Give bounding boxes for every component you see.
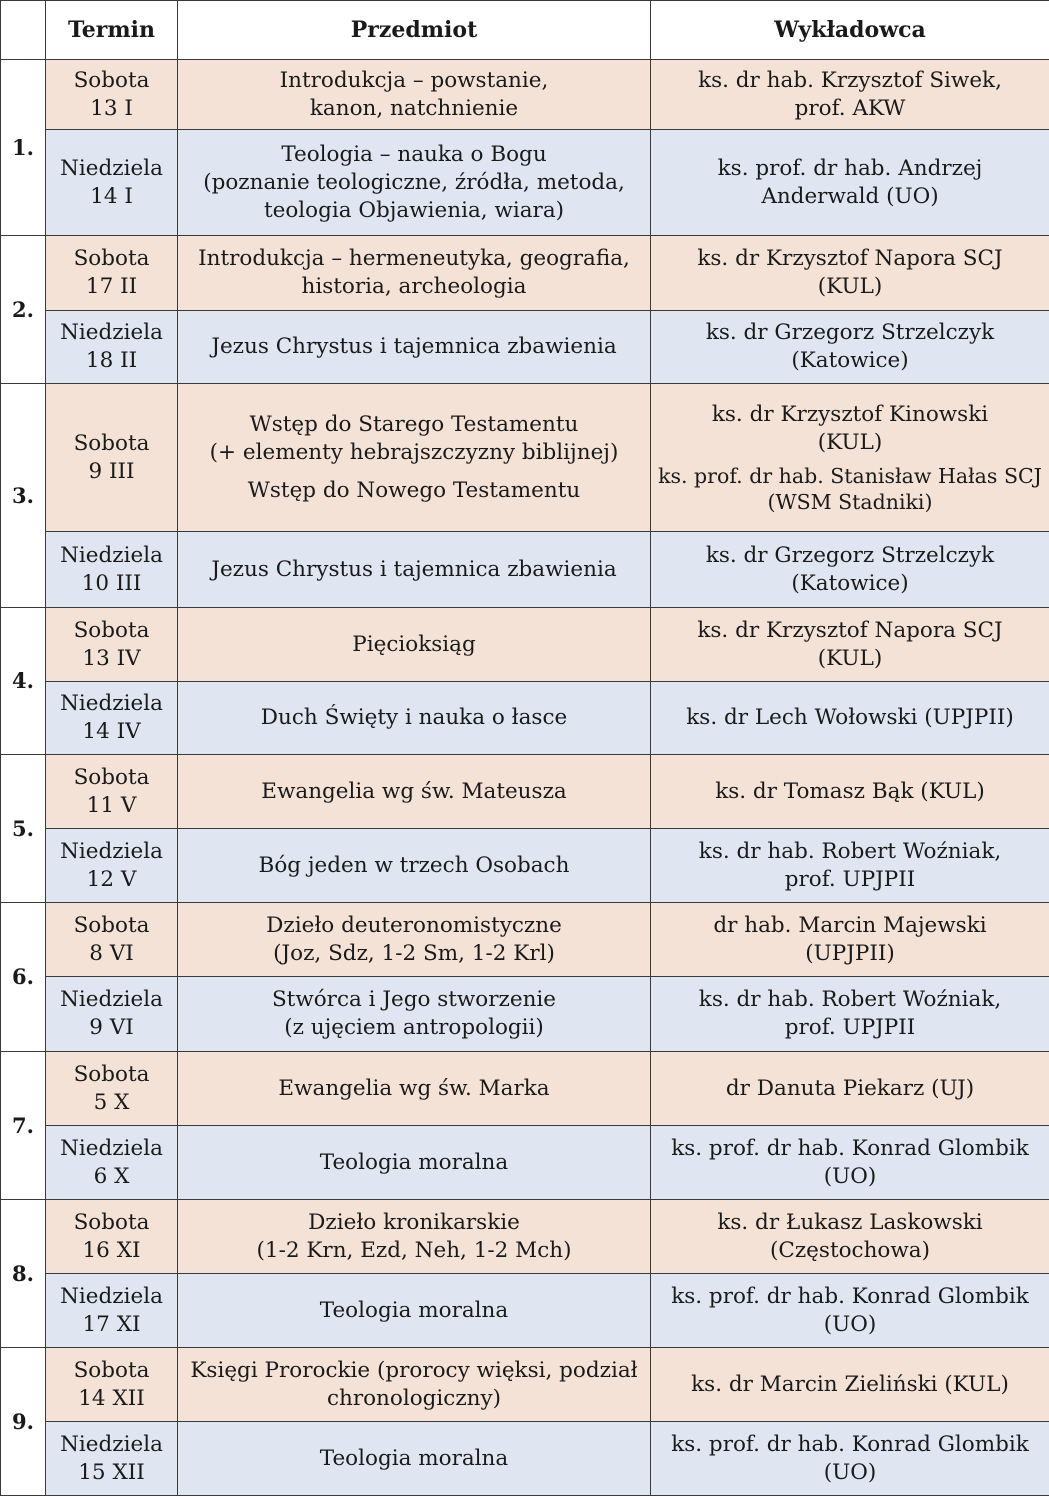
subject-cell <box>178 236 651 311</box>
cell-line: (WSM Stadniki) <box>767 489 933 514</box>
term-day: Sobota <box>73 1061 150 1087</box>
subject-cell <box>178 1274 651 1348</box>
header-termin: Termin <box>46 1 178 60</box>
header-blank <box>1 1 46 60</box>
term-cell <box>46 903 178 977</box>
lecturer-cell <box>651 236 1049 311</box>
term-day: Sobota <box>73 1209 150 1235</box>
lecturer-cell <box>651 1126 1049 1200</box>
week-number: 4. <box>1 608 46 755</box>
cell-line: Teologia – nauka o Bogu <box>281 141 547 167</box>
term-date: 5 X <box>93 1089 130 1115</box>
subject-cell <box>178 682 651 755</box>
cell-line: Teologia moralna <box>319 1445 509 1471</box>
cell-line: ks. prof. dr hab. Konrad Glombik <box>671 1135 1029 1161</box>
term-date: 14 I <box>90 183 133 209</box>
cell-line: ks. prof. dr hab. Andrzej <box>717 155 983 181</box>
term-cell <box>46 608 178 682</box>
lecturer-cell <box>651 532 1049 608</box>
subject-cell <box>178 1126 651 1200</box>
lecturer-cell <box>651 1200 1049 1274</box>
saturday-row <box>1 1348 1049 1422</box>
cell-line: dr Danuta Piekarz (UJ) <box>725 1075 975 1101</box>
term-day: Niedziela <box>60 155 163 181</box>
cell-line: Wstęp do Starego Testamentu <box>249 411 579 437</box>
header-wykladowca: Wykładowca <box>651 1 1049 60</box>
cell-line: Duch Święty i nauka o łasce <box>260 705 568 730</box>
lecturer-cell <box>651 903 1049 977</box>
cell-line: kanon, natchnienie <box>309 95 519 121</box>
header-row <box>1 1 1049 60</box>
cell-line: ks. dr Krzysztof Napora SCJ <box>697 246 1003 271</box>
week-number: 5. <box>1 755 46 903</box>
week-number: 2. <box>1 236 46 384</box>
schedule-body <box>1 60 1049 1496</box>
subject-cell <box>178 1422 651 1496</box>
lecturer-cell <box>651 1348 1049 1422</box>
lecturer-cell <box>651 1274 1049 1348</box>
week-number: 8. <box>1 1200 46 1348</box>
term-day: Niedziela <box>60 1135 163 1161</box>
cell-line: Ewangelia wg św. Marka <box>278 1075 550 1101</box>
subject-cell <box>178 130 651 236</box>
cell-line: (KUL) <box>817 645 883 671</box>
cell-line: ks. dr Marcin Zieliński (KUL) <box>691 1371 1009 1397</box>
term-date: 13 I <box>90 95 133 121</box>
cell-line: (poznanie teologiczne, źródła, metoda, <box>203 169 625 195</box>
header-przedmiot: Przedmiot <box>178 1 651 60</box>
cell-line: (KUL) <box>817 274 883 299</box>
saturday-row <box>1 1200 1049 1274</box>
term-day: Niedziela <box>60 320 163 345</box>
term-cell <box>46 384 178 532</box>
term-cell <box>46 311 178 384</box>
term-cell <box>46 1422 178 1496</box>
cell-line: dr hab. Marcin Majewski <box>713 912 987 938</box>
cell-line: ks. dr Krzysztof Kinowski <box>711 401 989 427</box>
cell-line: ks. prof. dr hab. Stanisław Hałas SCJ <box>658 463 1042 488</box>
term-cell <box>46 829 178 903</box>
cell-line: (+ elementy hebrajszczyzny biblijnej) <box>209 439 619 465</box>
term-day: Sobota <box>73 430 150 456</box>
term-date: 15 XII <box>78 1459 145 1485</box>
cell-line: Dzieło deuteronomistyczne <box>266 912 562 938</box>
cell-line: Introdukcja – hermeneutyka, geografia, <box>198 246 630 271</box>
sunday-row <box>1 682 1049 755</box>
term-cell <box>46 977 178 1052</box>
term-day: Niedziela <box>60 1283 163 1309</box>
week-number: 9. <box>1 1348 46 1496</box>
saturday-row <box>1 1052 1049 1126</box>
term-cell <box>46 130 178 236</box>
sunday-row <box>1 977 1049 1052</box>
subject-cell <box>178 977 651 1052</box>
lecturer-cell <box>651 130 1049 236</box>
subject-cell <box>178 608 651 682</box>
cell-line: (Joz, Sdz, 1-2 Sm, 1-2 Krl) <box>273 940 555 966</box>
term-day: Niedziela <box>60 987 163 1012</box>
cell-line: (1-2 Krn, Ezd, Neh, 1-2 Mch) <box>256 1237 572 1263</box>
cell-line: Dzieło kronikarskie <box>308 1209 520 1235</box>
term-day: Sobota <box>73 246 150 271</box>
week-number: 3. <box>1 384 46 608</box>
cell-line: ks. dr hab. Krzysztof Siwek, <box>698 67 1002 93</box>
term-date: 6 X <box>93 1163 130 1189</box>
subject-cell <box>178 532 651 608</box>
lecturer-cell <box>651 384 1049 532</box>
subject-cell <box>178 1052 651 1126</box>
cell-line: ks. dr Tomasz Bąk (KUL) <box>715 778 985 804</box>
cell-line: (Katowice) <box>791 570 909 596</box>
cell-line: prof. AKW <box>794 95 906 121</box>
term-date: 9 III <box>88 458 135 484</box>
term-date: 16 XI <box>82 1237 141 1263</box>
saturday-row <box>1 60 1049 130</box>
subject-cell <box>178 60 651 130</box>
term-day: Niedziela <box>60 542 163 568</box>
cell-line: chronologiczny) <box>326 1385 502 1411</box>
term-day: Sobota <box>73 67 150 93</box>
term-date: 11 V <box>86 792 137 818</box>
lecturer-cell <box>651 829 1049 903</box>
cell-line: Pięcioksiąg <box>352 631 476 657</box>
cell-line: (Częstochowa) <box>770 1237 930 1263</box>
lecturer-cell <box>651 1422 1049 1496</box>
saturday-row <box>1 755 1049 829</box>
cell-line: historia, archeologia <box>301 274 527 299</box>
lecturer-cell <box>651 1052 1049 1126</box>
term-cell <box>46 532 178 608</box>
week-number: 7. <box>1 1052 46 1200</box>
term-date: 17 XI <box>82 1311 141 1337</box>
saturday-row <box>1 236 1049 311</box>
term-day: Niedziela <box>60 691 163 716</box>
cell-line: Teologia moralna <box>319 1149 509 1175</box>
sunday-row <box>1 130 1049 236</box>
cell-line: Anderwald (UO) <box>761 183 939 209</box>
saturday-row <box>1 608 1049 682</box>
term-date: 14 IV <box>82 719 141 744</box>
sunday-row <box>1 1126 1049 1200</box>
lecturer-cell <box>651 311 1049 384</box>
cell-line: ks. dr Grzegorz Strzelczyk <box>705 542 995 568</box>
term-date: 14 XII <box>78 1385 145 1411</box>
cell-line: (z ujęciem antropologii) <box>284 1015 544 1040</box>
subject-cell <box>178 903 651 977</box>
subject-cell <box>178 1200 651 1274</box>
term-day: Sobota <box>73 912 150 938</box>
subject-cell <box>178 1348 651 1422</box>
cell-line: (KUL) <box>817 429 883 455</box>
subject-cell <box>178 755 651 829</box>
term-day: Sobota <box>73 764 150 790</box>
cell-line: Księgi Prorockie (prorocy więksi, podział <box>190 1357 638 1383</box>
term-cell <box>46 236 178 311</box>
cell-line: Bóg jeden w trzech Osobach <box>258 852 570 878</box>
week-number: 6. <box>1 903 46 1052</box>
sunday-row <box>1 829 1049 903</box>
term-date: 17 II <box>85 274 138 299</box>
sunday-row <box>1 311 1049 384</box>
cell-line: prof. UPJPII <box>784 1015 916 1040</box>
lecturer-cell <box>651 60 1049 130</box>
term-day: Sobota <box>73 617 150 643</box>
saturday-row <box>1 384 1049 532</box>
term-date: 12 V <box>86 866 137 892</box>
cell-line: Introdukcja – powstanie, <box>279 67 549 93</box>
term-date: 18 II <box>85 348 138 373</box>
term-cell <box>46 1200 178 1274</box>
subject-cell <box>178 384 651 532</box>
cell-line: (Katowice) <box>791 348 909 373</box>
cell-line: (UO) <box>823 1163 877 1189</box>
term-cell <box>46 682 178 755</box>
cell-line: ks. prof. dr hab. Konrad Glombik <box>671 1283 1029 1309</box>
sunday-row <box>1 1274 1049 1348</box>
cell-line: Jezus Chrystus i tajemnica zbawienia <box>211 556 617 582</box>
cell-line: (UO) <box>823 1311 877 1337</box>
term-cell <box>46 1348 178 1422</box>
cell-line: prof. UPJPII <box>784 866 916 892</box>
cell-line: (UPJPII) <box>805 940 895 966</box>
term-cell <box>46 1274 178 1348</box>
sunday-row <box>1 1422 1049 1496</box>
term-cell <box>46 1052 178 1126</box>
cell-line: Teologia moralna <box>319 1297 509 1323</box>
term-day: Niedziela <box>60 838 163 864</box>
term-date: 13 IV <box>82 645 141 671</box>
cell-line: ks. dr Grzegorz Strzelczyk <box>705 320 995 345</box>
cell-line: ks. dr Krzysztof Napora SCJ <box>697 617 1003 643</box>
week-number: 1. <box>1 60 46 236</box>
cell-line: Stwórca i Jego stworzenie <box>271 987 557 1012</box>
term-date: 9 VI <box>89 1015 134 1040</box>
lecturer-cell <box>651 608 1049 682</box>
sunday-row <box>1 532 1049 608</box>
subject-cell <box>178 311 651 384</box>
term-cell <box>46 60 178 130</box>
cell-line: ks. dr Lech Wołowski (UPJPII) <box>686 705 1014 730</box>
cell-line: ks. dr hab. Robert Woźniak, <box>698 987 1002 1012</box>
cell-line: (UO) <box>823 1459 877 1485</box>
cell-line: Jezus Chrystus i tajemnica zbawienia <box>211 334 617 359</box>
lecturer-cell <box>651 755 1049 829</box>
term-cell <box>46 755 178 829</box>
cell-line: ks. dr hab. Robert Woźniak, <box>698 838 1002 864</box>
term-day: Niedziela <box>60 1431 163 1457</box>
cell-line: Ewangelia wg św. Mateusza <box>261 778 567 804</box>
term-date: 10 III <box>81 570 142 596</box>
term-date: 8 VI <box>89 940 134 966</box>
cell-line: ks. prof. dr hab. Konrad Glombik <box>671 1431 1029 1457</box>
term-day: Sobota <box>73 1357 150 1383</box>
lecturer-cell <box>651 977 1049 1052</box>
cell-line: ks. dr Łukasz Laskowski <box>717 1209 983 1235</box>
cell-line: Wstęp do Nowego Testamentu <box>247 477 581 503</box>
cell-line: teologia Objawienia, wiara) <box>263 197 565 223</box>
subject-cell <box>178 829 651 903</box>
term-cell <box>46 1126 178 1200</box>
lecturer-cell <box>651 682 1049 755</box>
saturday-row <box>1 903 1049 977</box>
